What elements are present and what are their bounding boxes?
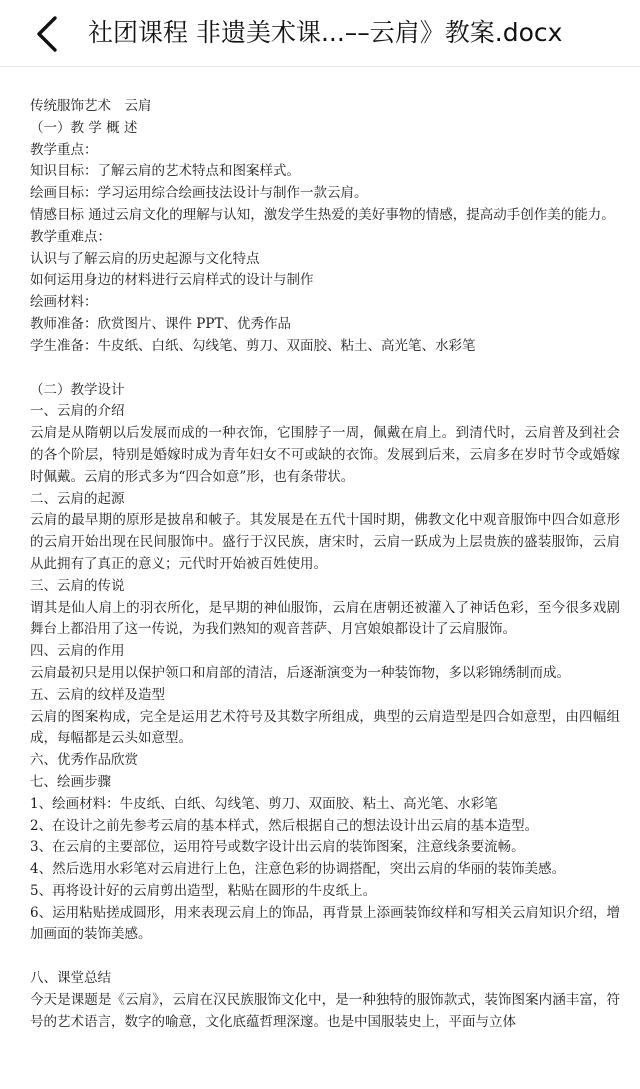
doc-heading: 传统服饰艺术 云肩	[30, 98, 152, 114]
paragraph: 云肩的图案构成，完全是运用艺术符号及其数字所组成，典型的云肩造型是四合如意型，由四幅组成，每幅都是云头如意型。	[30, 708, 620, 747]
step-item: 5、再将设计好的云肩剪出造型，粘贴在圆形的牛皮纸上。	[30, 882, 377, 899]
difficulty-label: 教学重难点：	[30, 228, 111, 245]
paragraph: 云肩最初只是用以保护领口和肩部的清洁，后逐渐演变为一种装饰物，多以彩锦绣制而成。	[30, 664, 570, 681]
paragraph: 云肩是从隋朝以后发展而成的一种衣饰，它围脖子一周，佩戴在肩上。到清代时，云肩普及到社会的各个阶层，特别是婚嫁时成为青年妇女不可或缺的衣饰。发展到后来，云肩多在岁时节令或婚嫁时佩戴。云肩的形式多为“四合如意”形，也有条带状。	[30, 425, 620, 485]
emotion-goal: 情感目标 通过云肩文化的理解与认知，激发学生热爱的美好事物的情感，提高动手创作美的能力。	[30, 206, 615, 223]
step-item: 3、在云肩的主要部位，运用符号或数字设计出云肩的装饰图案，注意线条要流畅。	[30, 839, 525, 856]
top-bar	[0, 0, 640, 67]
back-button[interactable]	[28, 12, 68, 56]
subsection-title: 七、绘画步骤	[30, 773, 111, 790]
document-title: 社团课程 非遗美术课...––云肩》教案.docx	[88, 18, 563, 47]
drawing-goal: 绘画目标：学习运用综合绘画技法设计与制作一款云肩。	[30, 185, 368, 202]
chevron-left-icon	[28, 12, 68, 56]
difficulty-item: 认识与了解云肩的历史起源与文化特点	[30, 250, 260, 267]
subsection-title: 四、云肩的作用	[30, 643, 125, 660]
student-prep: 学生准备：牛皮纸、白纸、勾线笔、剪刀、双面胶、粘土、高光笔、水彩笔	[30, 337, 476, 354]
step-item: 6、运用粘贴搓成圆形，用来表现云肩上的饰品，再背景上添画装饰纹样和写相关云肩知识介绍，增加画面的装饰美感。	[30, 904, 620, 943]
difficulty-item: 如何运用身边的材料进行云肩样式的设计与制作	[30, 272, 314, 289]
knowledge-goal: 知识目标：了解云肩的艺术特点和图案样式。	[30, 163, 300, 180]
subsection-title: 八、课堂总结	[30, 970, 111, 987]
key-points-label: 教学重点：	[30, 141, 98, 158]
section-title-overview: （一）教 学 概 述	[30, 119, 138, 136]
step-item: 2、在设计之前先参考云肩的基本样式，然后根据自己的想法设计出云肩的基本造型。	[30, 817, 539, 834]
paragraph: 谓其是仙人肩上的羽衣所化，是早期的神仙服饰，云肩在唐朝还被灌入了神话色彩，至今很多戏剧舞台上都沿用了这一传说，为我们熟知的观音菩萨、月宫娘娘都设计了云肩服饰。	[30, 599, 620, 638]
step-item: 4、然后选用水彩笔对云肩进行上色，注意色彩的协调搭配，突出云肩的华丽的装饰美感。	[30, 861, 566, 878]
subsection-title: 六、优秀作品欣赏	[30, 752, 138, 769]
subsection-title: 五、云肩的纹样及造型	[30, 686, 165, 703]
section-title-design: （二）教学设计	[30, 381, 125, 398]
spacer	[30, 358, 620, 380]
subsection-title: 二、云肩的起源	[30, 490, 125, 507]
step-item: 1、绘画材料：牛皮纸、白纸、勾线笔、剪刀、双面胶、粘土、高光笔、水彩笔	[30, 795, 498, 812]
paragraph: 今天是课题是《云肩》，云肩在汉民族服饰文化中，是一种独特的服饰款式，装饰图案内涵丰富，符号的艺术语言，数字的喻意，文化底蕴哲理深邃。也是中国服装史上，平面与立体	[30, 992, 620, 1030]
spacer	[30, 946, 620, 968]
paragraph: 云肩的最早期的原形是披帛和帔子。其发展是在五代十国时期，佛教文化中观音服饰中四合如意形的云肩开始出现在民间服饰中。盛行于汉民族，唐宋时，云肩一跃成为上层贵族的盛装服饰，云肩从此拥有了真正的意义；元代时开始被百姓使用。	[30, 512, 620, 572]
subsection-title: 一、云肩的介绍	[30, 403, 125, 420]
subsection-title: 三、云肩的传说	[30, 577, 125, 594]
teacher-prep: 教师准备：欣赏图片、课件 PPT、优秀作品	[30, 315, 291, 332]
document-body	[30, 96, 620, 1034]
materials-label: 绘画材料：	[30, 294, 98, 311]
